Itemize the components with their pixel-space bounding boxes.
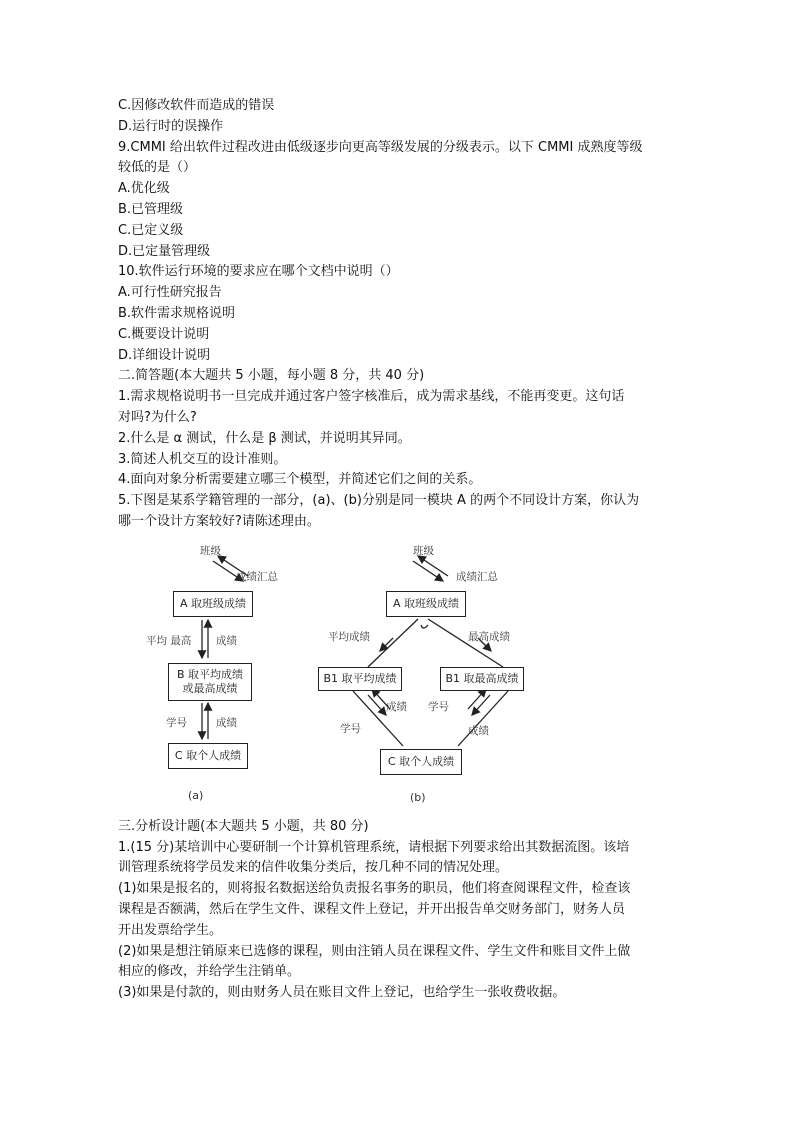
fig-b-top-in-label: 班级	[413, 544, 434, 557]
fig-b-box-c: C 取个人成绩	[380, 749, 462, 775]
fig-b-lc-id-label: 学号	[340, 722, 361, 735]
fig-a-caption: (a)	[188, 788, 204, 802]
fig-a-top-in-label: 班级	[200, 544, 221, 557]
question-text-line: 1.需求规格说明书一旦完成并通过客户签字核准后，成为需求基线，不能再变更。这句话	[118, 389, 625, 405]
text-block-bottom	[118, 817, 678, 1004]
question-text-line: C.概要设计说明	[118, 326, 210, 342]
problem-text-line: 开出发票给学生。	[118, 922, 223, 938]
question-text-line: D.已定量管理级	[118, 243, 211, 259]
question-text-line: C.因修改软件而造成的错误	[118, 98, 275, 113]
text-block-top	[118, 96, 678, 533]
fig-a-box-b: B 取平均成绩 或最高成绩	[168, 663, 252, 701]
problem-text-line: 课程是否额满，然后在学生文件、课程文件上登记，并开出报告单交财务部门，财务人员	[118, 901, 626, 917]
question-text-line: 3.简述人机交互的设计准则。	[118, 451, 287, 467]
question-text-line: A.优化级	[118, 181, 170, 197]
question-text-line: 哪一个设计方案较好?请陈述理由。	[118, 513, 320, 529]
question-text-line: C.已定义级	[118, 222, 184, 238]
problem-text-line: 三.分析设计题(本大题共 5 小题，共 80 分)	[118, 818, 369, 834]
problem-text-line: 相应的修改，并给学生注销单。	[118, 964, 301, 980]
question-text-line: D.详细设计说明	[118, 347, 211, 363]
problem-text-line: (3)如果是付款的，则由财务人员在账目文件上登记，也给学生一张收费收据。	[118, 985, 566, 1001]
question-text-line: 4.面向对象分析需要建立哪三个模型，并简述它们之间的关系。	[118, 472, 482, 488]
fig-b-lc-grade-label: 成绩	[386, 700, 407, 713]
fig-b-rc-grade-label: 成绩	[468, 724, 489, 737]
problem-text-line: 训管理系统将学员发来的信件收集分类后，按几种不同的情况处理。	[118, 860, 509, 876]
question-text-line: 较低的是（）	[118, 160, 197, 176]
fig-a-ab-right-label: 成绩	[216, 634, 237, 647]
fig-a-ab-left-label: 平均 最高	[146, 634, 192, 647]
figure-module-designs	[118, 543, 678, 813]
question-text-line: A.可行性研究报告	[118, 285, 222, 301]
fig-a-box-a: A 取班级成绩	[173, 591, 253, 617]
fig-a-bc-right-label: 成绩	[216, 716, 237, 729]
document-page	[118, 96, 678, 1004]
fig-b-caption: (b)	[410, 790, 426, 804]
problem-text-line: (2)如果是想注销原来已选修的课程，则由注销人员在课程文件、学生文件和账目文件上做	[118, 943, 631, 959]
fig-b-box-a: A 取班级成绩	[386, 591, 466, 617]
fig-b-box-b1-right: B1 取最高成绩	[440, 667, 524, 691]
problem-text-line: 1.(15 分)某培训中心要研制一个计算机管理系统，请根据下列要求给出其数据流图。该培	[118, 839, 630, 855]
fig-b-left-label: 平均成绩	[328, 630, 370, 643]
question-text-line: 2.什么是 α 测试，什么是 β 测试，并说明其异同。	[118, 430, 411, 446]
fig-b-box-b1-left: B1 取平均成绩	[318, 667, 402, 691]
fig-b-top-out-label: 成绩汇总	[456, 570, 498, 583]
question-text-line: D.运行时的误操作	[118, 118, 224, 134]
question-text-line: 5.下图是某系学籍管理的一部分，(a)、(b)分别是同一模块 A 的两个不同设计方案，你认为	[118, 493, 640, 509]
fig-b-right-label: 最高成绩	[468, 630, 510, 643]
fig-b-rc-id-label: 学号	[428, 700, 449, 713]
fig-a-box-c: C 取个人成绩	[168, 743, 248, 769]
problem-text-line: (1)如果是报名的，则将报名数据送给负责报名事务的职员，他们将查阅课程文件，检查该	[118, 881, 631, 897]
question-text-line: B.已管理级	[118, 201, 184, 217]
question-text-line: 9.CMMI 给出软件过程改进由低级逐步向更高等级发展的分级表示。以下 CMMI 成熟度等级	[118, 139, 643, 155]
fig-a-top-out-label: 成绩汇总	[236, 570, 278, 583]
question-text-line: B.软件需求规格说明	[118, 305, 236, 321]
question-text-line: 10.软件运行环境的要求应在哪个文档中说明（）	[118, 264, 399, 280]
fig-a-bc-left-label: 学号	[166, 716, 187, 729]
question-text-line: 二.简答题(本大题共 5 小题，每小题 8 分，共 40 分)	[118, 368, 425, 384]
question-text-line: 对吗?为什么?	[118, 409, 197, 425]
